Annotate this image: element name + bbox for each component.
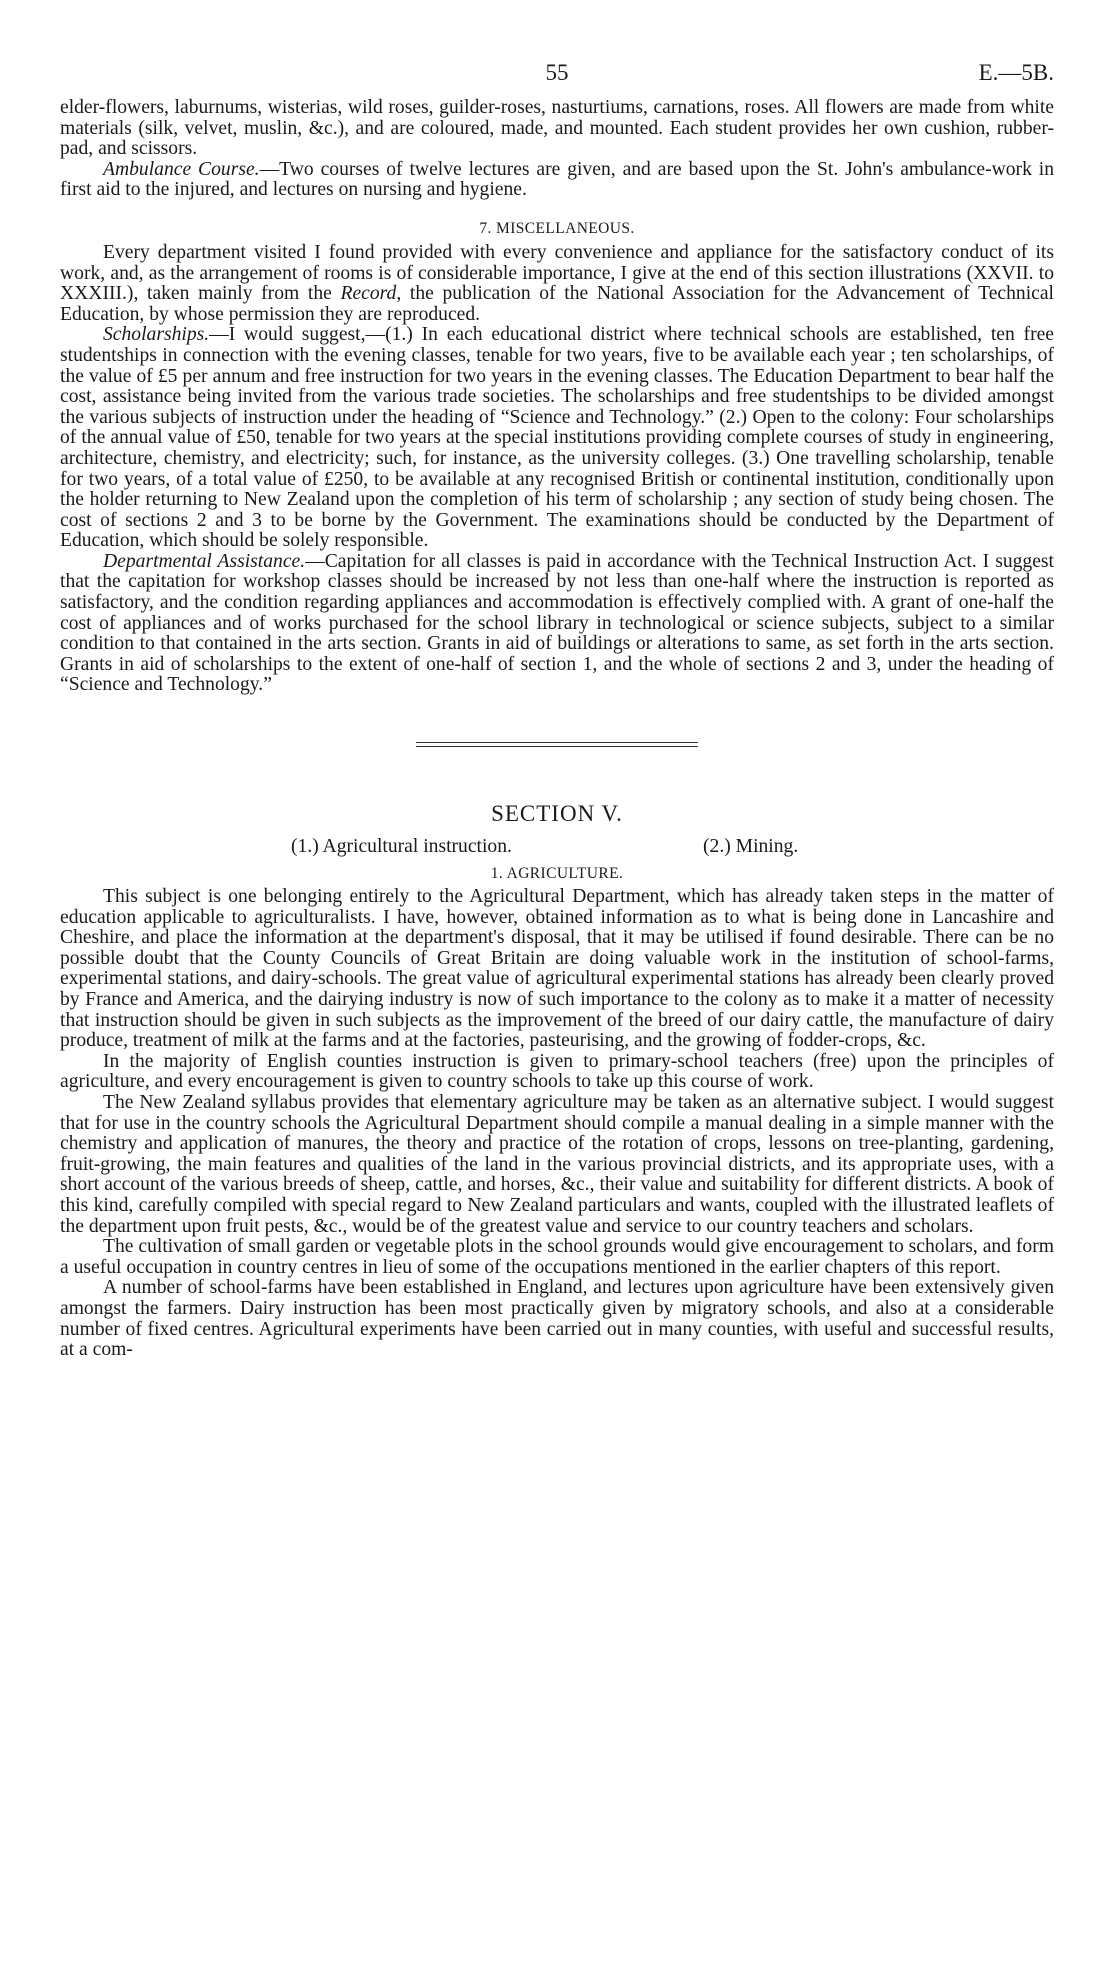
scholarships-paragraph [60, 325, 1054, 552]
divider-line [416, 746, 698, 747]
page-number: 55 [545, 60, 569, 85]
section-subtitle [60, 833, 1054, 859]
document-page [60, 58, 1054, 1361]
agriculture-paragraph-2: In the majority of English counties instruction is given to primary-school teachers (free) upon the principles of agriculture, and every encouragement is given to country schools to take up this course of work. [60, 1050, 1054, 1093]
misc-intro-paragraph [60, 243, 1054, 325]
page-header [60, 58, 1054, 98]
agriculture-paragraph-3: The New Zealand syllabus provides that elementary agriculture may be taken as an alternative subject. I would suggest that for use in the country schools the Agricultural Department should compile a manual dealing in a simple manner with the chemistry and application of manures, the theory and practice of the rotation of crops, lessons on tree-planting, gardening, fruit-growing, the main features and qualities of the land in the various provincial districts, and its appropriate uses, with a short account of the various breeds of sheep, cattle, and horses, &c., their value and suitability for different districts. A book of this kind, carefully compiled with special regard to New Zealand particulars and wants, coupled with the illustrated leaflets of the department upon fruit pests, &c., would be of the greatest value and service to our country teachers and scholars. [60, 1091, 1054, 1237]
agriculture-heading: 1. AGRICULTURE. [490, 865, 624, 883]
agriculture-paragraph-5: A number of school-farms have been established in England, and lectures upon agriculture have been extensively given amongst the farmers. Dairy instruction has been most practically given by migratory schools, and also at a considerable number of fixed centres. Agricultural experiments have been carried out in many counties, with useful and successful results, at a com- [60, 1277, 1054, 1361]
departmental-assistance-paragraph [60, 552, 1054, 696]
scholarships-label: Scholarships. [103, 324, 210, 346]
subtitle-mining: (2.) Mining. [703, 836, 799, 858]
scholarships-text: —I would suggest,—(1.) In each educational district where technical schools are established, ten free studentships in connection with the evening classes, tenable for two years, five to be available each year ; ten scholarships, of the value of £5 per annum and free instruction for two years in the evening classes. The Education Department to bear half the cost, assistance being invited from the various trade societies. The scholarships and free studentships to be divided amongst the various subjects of instruction under the heading of “Science and Technology.” (2.) Open to the colony: Four scholarships of the annual value of £50, tenable for two years at the special institutions providing complete courses of study in engineering, architecture, chemistry, and electricity; such, for instance, as the university colleges. (3.) One travelling scholarship, tenable for two years, of a total value of £250, to be available at any recognised British or continental institution, conditionally upon the holder returning to New Zealand upon the completion of his term of scholarship ; any section of study being chosen. The cost of sections 2 and 3 to be borne by the Government. The examinations should be conducted by the Department of Education, which should be solely responsible. [60, 324, 1054, 552]
ambulance-paragraph [60, 160, 1054, 201]
agriculture-paragraph-4: The cultivation of small garden or vegetable plots in the school grounds would give encouragement to scholars, and form a useful occupation in country centres in lieu of some of the occupations mentioned in the earlier chapters of this report. [60, 1236, 1054, 1278]
document-reference: E.—5B. [978, 60, 1054, 85]
record-title: Record [340, 283, 397, 305]
subtitle-agricultural: (1.) Agricultural instruction. [291, 836, 512, 858]
divider-line [416, 742, 698, 743]
agriculture-paragraph-1: This subject is one belonging entirely to the Agricultural Department, which has already taken steps in the matter of education applicable to agriculturalists. I have, however, obtained information as to what is being done in Lancashire and Cheshire, and place the information at the department's disposal, that it may be utilised if found desirable. There can be no possible doubt that the County Councils of Great Britain are doing valuable work in the institution of school-farms, experimental stations, and dairy-schools. The great value of agricultural experimental stations has already been clearly proved by France and America, and the dairying industry is now of such importance to the colony as to make it a matter of necessity that instruction should be given in such subjects as the improvement of the breed of our dairy cattle, the manufacture of dairy produce, treatment of milk at the farms and at the factories, pasteurising, and the growing of fodder-crops, &c. [60, 886, 1054, 1052]
section-title: SECTION V. [491, 801, 623, 827]
departmental-assistance-label: Departmental Assistance. [103, 550, 306, 572]
ambulance-label: Ambulance Course. [103, 158, 260, 180]
ambulance-text: —Two courses of twelve lectures are given, and are based upon the St. John's ambulance-work in first aid to the injured, and lectures on nursing and hygiene. [60, 158, 1055, 201]
section-divider [416, 742, 698, 747]
flowers-paragraph: elder-flowers, laburnums, wisterias, wild roses, guilder-roses, nasturtiums, carnations, roses. All flowers are made from white materials (silk, velvet, muslin, &c.), and are coloured, made, and mounted. Each student provides her own cushion, rubber-pad, and scissors. [60, 97, 1054, 160]
misc-intro-text-b: , the publication of the National Association for the Advancement of Technical Education, by whose permission they are reproduced. [60, 283, 1054, 325]
miscellaneous-heading: 7. MISCELLANEOUS. [479, 219, 635, 237]
misc-intro-text-a: Every department visited I found provided with every convenience and appliance for the satisfactory conduct of its work, and, as the arrangement of rooms is of considerable importance, I give at the end of this section illustrations (XXVII. to XXXIII.), taken mainly from the [60, 241, 1054, 305]
departmental-assistance-text: —Capitation for all classes is paid in accordance with the Technical Instruction Act. I suggest that the capitation for workshop classes should be increased by not less than one-half where the instruction is reported as satisfactory, and the condition regarding appliances and accommodation is effectively complied with. A grant of one-half the cost of appliances and of works purchased for the school library in technological or science subjects, subject to a similar condition to that contained in the arts section. Grants in aid of buildings or alterations to same, as set forth in the arts section. Grants in aid of scholarships to the extent of one-half of section 1, and the whole of sections 2 and 3, under the heading of “Science and Technology.” [60, 550, 1054, 696]
